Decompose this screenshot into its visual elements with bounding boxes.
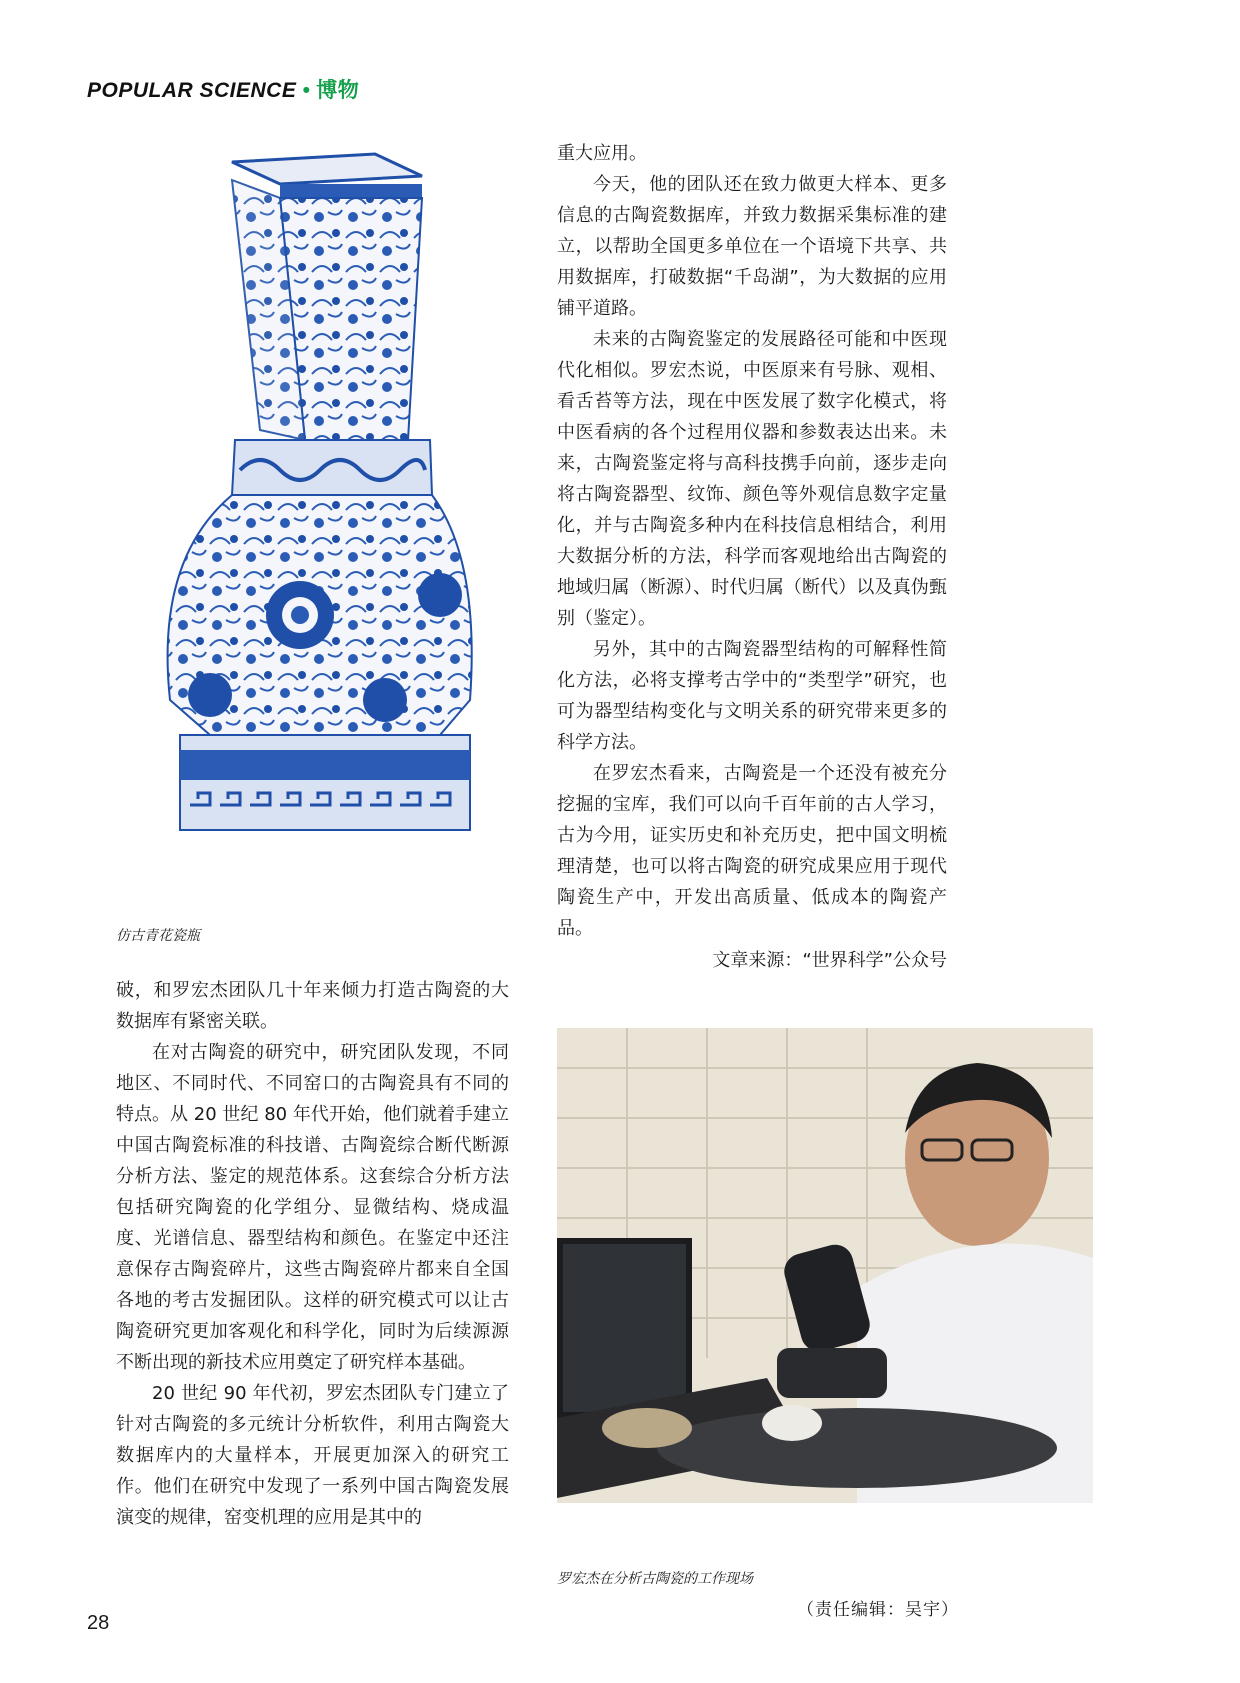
paragraph: 在罗宏杰看来，古陶瓷是一个还没有被充分挖掘的宝库，我们可以向千百年前的古人学习，古为今用，证实历史和补充历史，把中国文明梳理清楚，也可以将古陶瓷的研究成果应用于现代陶瓷生产中，开发出高质量、低成本的陶瓷产品。	[557, 763, 947, 939]
paragraph: 今天，他的团队还在致力做更大样本、更多信息的古陶瓷数据库，并致力数据采集标准的建立，以帮助全国更多单位在一个语境下共享、共用数据库，打破数据“千岛湖”，为大数据的应用铺平道路。	[557, 174, 947, 319]
editor-credit: （责任编辑：吴宇）	[797, 1600, 959, 1620]
paragraph: 另外，其中的古陶瓷器型结构的可解释性简化方法，必将支撑考古学中的“类型学”研究，也可为器型结构变化与文明关系的研究带来更多的科学方法。	[557, 639, 947, 753]
article-source: 文章来源：“世界科学”公众号	[712, 950, 947, 971]
left-article-column	[116, 975, 509, 1533]
paragraph: 20 世纪 90 年代初，罗宏杰团队专门建立了针对古陶瓷的多元统计分析软件，利用古陶瓷大数据库内的大量样本，开展更加深入的研究工作。他们在研究中发现了一系列中国古陶瓷发展演变的规律，窑变机理的应用是其中的	[116, 1383, 509, 1528]
paragraph: 重大应用。	[557, 143, 647, 164]
header-section: 博物	[316, 78, 360, 102]
photo-caption: 罗宏杰在分析古陶瓷的工作现场	[557, 1571, 753, 1587]
header-separator: •	[302, 79, 311, 102]
paragraph: 在对古陶瓷的研究中，研究团队发现，不同地区、不同时代、不同窑口的古陶瓷具有不同的特点。从 20 世纪 80 年代开始，他们就着手建立中国古陶瓷标准的科技谱、古陶瓷综合断代断源分析方法、鉴定的规范体系。这套综合分析方法包括研究陶瓷的化学组分、显微结构、烧成温度、光谱信息、器型结构和颜色。在鉴定中还注意保存古陶瓷碎片，这些古陶瓷碎片都来自全国各地的考古发掘团队。这样的研究模式可以让古陶瓷研究更加客观化和科学化，同时为后续源源不断出现的新技术应用奠定了研究样本基础。	[116, 1042, 509, 1373]
paragraph: 破，和罗宏杰团队几十年来倾力打造古陶瓷的大数据库有紧密关联。	[116, 980, 509, 1032]
paragraph: 未来的古陶瓷鉴定的发展路径可能和中医现代化相似。罗宏杰说，中医原来有号脉、观相、看舌苔等方法，现在中医发展了数字化模式，将中医看病的各个过程用仪器和参数表达出来。未来，古陶瓷鉴定将与高科技携手向前，逐步走向将古陶瓷器型、纹饰、颜色等外观信息数字定量化，并与古陶瓷多种内在科技信息相结合，利用大数据分析的方法，科学而客观地给出古陶瓷的地域归属（断源）、时代归属（断代）以及真伪甄别（鉴定）。	[557, 329, 947, 629]
magazine-header	[87, 74, 359, 104]
header-english: POPULAR SCIENCE	[87, 79, 297, 102]
researcher-photo	[557, 1028, 1093, 1503]
vase-caption: 仿古青花瓷瓶	[116, 928, 200, 944]
page-number: 28	[87, 1612, 110, 1634]
blue-white-vase-image	[140, 140, 510, 900]
right-article-column	[557, 138, 947, 944]
